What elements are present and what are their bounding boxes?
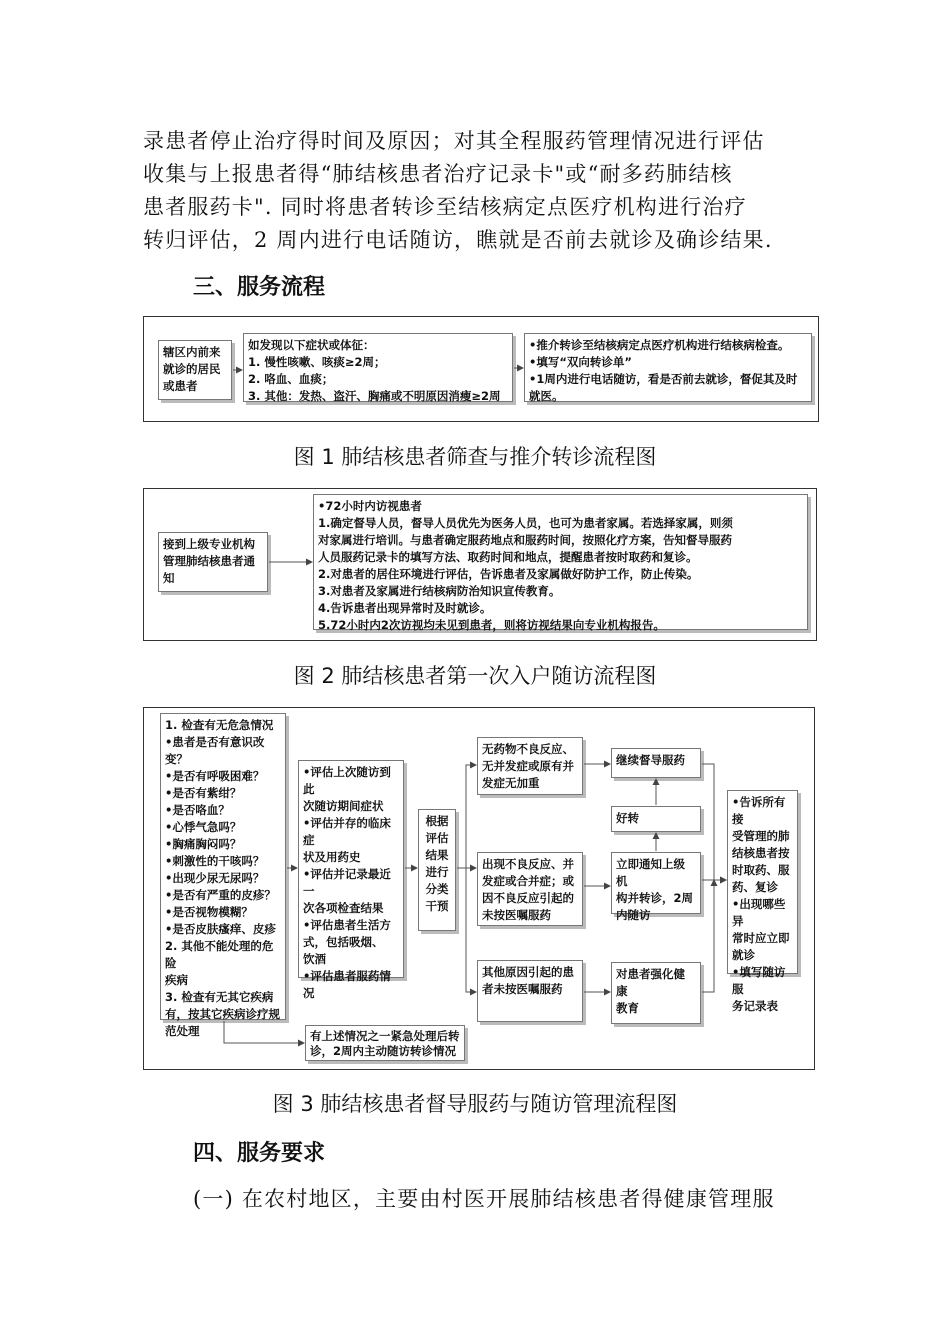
fig3-caption: 图 3 肺结核患者督导服药与随访管理流程图 <box>272 1092 678 1116</box>
text-line: 发症无加重 <box>482 776 540 790</box>
text-line: •评估并记录最近一 <box>303 867 391 898</box>
text-line: 无并发症或原有并 <box>482 759 574 773</box>
fig1-caption: 图 1 肺结核患者筛查与推介转诊流程图 <box>293 445 657 469</box>
text-line: 就医。 <box>529 389 564 403</box>
text-line: 药、复诊 <box>732 880 778 894</box>
arrow <box>457 765 476 868</box>
text-line: •评估患者服药情 <box>303 969 391 983</box>
text-line: •推介转诊至结核病定点医疗机构进行结核病检查。 <box>529 338 790 352</box>
text-line: 1. 检查有无危急情况 <box>165 718 274 732</box>
text-line: •评估患者生活方 <box>303 918 391 932</box>
text-line: 因不良反应引起的 <box>482 891 574 905</box>
text-line: •出现哪些异 <box>732 897 786 928</box>
text-line: 况 <box>303 986 315 1000</box>
text-line: 管理肺结核患者通 <box>163 554 255 568</box>
text-line: 分类 <box>425 882 449 896</box>
text-line: 如发现以下症状或体征： <box>248 338 375 352</box>
text-line: •胸痛胸闷吗？ <box>165 837 242 851</box>
text-line: 务记录表 <box>732 999 778 1013</box>
text-line: •是否有严重的皮疹？ <box>165 888 276 902</box>
text-line: 5.72小时内2次访视均未见到患者，则将访视结果向专业机构报告。 <box>318 618 665 632</box>
text-line: 4.告诉患者出现异常时及时就诊。 <box>318 601 492 615</box>
text-line: 其他原因引起的患 <box>482 965 574 979</box>
text-line: •患者是否有意识改 <box>165 735 265 749</box>
text-line: 干预 <box>425 899 449 913</box>
text-line: 或患者 <box>163 379 198 393</box>
text-line: •刺激性的干咳吗？ <box>165 854 265 868</box>
text-line: 受管理的肺 <box>732 829 790 843</box>
text-line: 1. 慢性咳嗽、咳痰≥2周； <box>248 355 386 369</box>
text-line: 出现不良反应、并 <box>482 857 574 871</box>
text-line: 3. 其他：发热、盗汗、胸痛或不明原因消瘦≥2周 <box>248 389 501 403</box>
text-line: 接到上级专业机构 <box>163 537 255 551</box>
text-line: 3.对患者及家属进行结核病防治知识宣传教育。 <box>318 584 561 598</box>
intro-line: 患者服药卡". 同时将患者转诊至结核病定点医疗机构进行治疗 <box>143 195 747 219</box>
text-line: 就诊的居民 <box>163 362 221 376</box>
text-line: •填写“双向转诊单” <box>529 355 632 369</box>
text-line: •是否有紫绀？ <box>165 786 242 800</box>
fig2-caption: 图 2 肺结核患者第一次入户随访流程图 <box>293 664 657 688</box>
text-line: •是否咯血？ <box>165 803 230 817</box>
text-line: 次随访期间症状 <box>303 799 384 813</box>
text-line: •是否视物模糊？ <box>165 905 253 919</box>
text-line: 有上述情况之一紧急处理后转 <box>310 1029 460 1043</box>
intro-line: 录患者停止治疗得时间及原因；对其全程服药管理情况进行评估 <box>143 129 765 153</box>
text-line: 常时应立即 <box>732 931 790 945</box>
text-line: 未按医嘱服药 <box>482 908 551 922</box>
section4-title: 四、服务要求 <box>193 1141 326 1166</box>
text-line: •出现少尿无尿吗？ <box>165 871 265 885</box>
text-line: 式，包括吸烟、 <box>303 935 384 949</box>
text-line: 进行 <box>425 865 449 879</box>
text-line: 继续督导服药 <box>616 753 685 767</box>
text-line: 无药物不良反应、 <box>482 742 574 756</box>
arrow <box>702 880 714 992</box>
text-line: 次各项检查结果 <box>303 901 384 915</box>
text-line: •告诉所有接 <box>732 795 786 826</box>
text-line: •72小时内访视患者 <box>318 499 422 513</box>
text-line: •是否有呼吸困难？ <box>165 769 265 783</box>
arrow <box>702 764 726 880</box>
text-line: 构并转诊，2周 <box>616 891 694 905</box>
text-line: 状及用药史 <box>303 850 361 864</box>
text-line: 诊，2周内主动随访转诊情况 <box>310 1044 457 1058</box>
text-line: 辖区内前来 <box>163 345 221 359</box>
text-line: 发症或合并症；或 <box>482 874 574 888</box>
text-line: 1.确定督导人员，督导人员优先为医务人员，也可为患者家属。若选择家属，则须 <box>318 516 733 530</box>
text-line: 疾病 <box>165 973 188 987</box>
text-line: 好转 <box>616 811 639 825</box>
intro-line: 收集与上报患者得“肺结核患者治疗记录卡"或“耐多药肺结核 <box>143 162 733 186</box>
text-line: 3. 检查有无其它疾病 <box>165 990 274 1004</box>
section4-paragraph: (一) 在农村地区，主要由村医开展肺结核患者得健康管理服 <box>193 1187 775 1211</box>
arrow <box>224 1021 304 1043</box>
text-line: •心悸气急吗？ <box>165 820 242 834</box>
text-line: 结果 <box>425 848 449 862</box>
text-line: •评估上次随访到此 <box>303 765 391 796</box>
text-line: 结核患者按 <box>732 846 790 860</box>
text-line: 有，按其它疾病诊疗规 <box>165 1007 280 1021</box>
text-line: 人员服药记录卡的填写方法、取药时间和地点，提醒患者按时取药和复诊。 <box>318 550 698 564</box>
text-line: 饮酒 <box>303 952 326 966</box>
text-line: 评估 <box>425 831 449 845</box>
text-line: •1周内进行电话随访，看是否前去就诊，督促其及时 <box>529 372 798 386</box>
text-line: 者未按医嘱服药 <box>482 982 563 996</box>
text-line: •是否皮肤瘙痒、皮疹 <box>165 922 276 936</box>
text-line: 知 <box>163 571 175 585</box>
text-line: 2.对患者的居住环境进行评估，告诉患者及家属做好防护工作，防止传染。 <box>318 567 699 581</box>
text-line: 就诊 <box>732 948 755 962</box>
text-line: 2. 咯血、血痰； <box>248 372 334 386</box>
text-line: 2. 其他不能处理的危险 <box>165 939 274 970</box>
text-line: 变？ <box>165 752 188 766</box>
text-line: •评估并存的临床症 <box>303 816 391 847</box>
section3-title: 三、服务流程 <box>193 275 326 300</box>
text-line: 对家属进行培训。与患者确定服药地点和服药时间，按照化疗方案，告知督导服药 <box>318 533 732 547</box>
text-line: 时取药、服 <box>732 863 790 877</box>
text-line: 范处理 <box>165 1024 200 1038</box>
intro-line: 转归评估，2 周内进行电话随访，瞧就是否前去就诊及确诊结果. <box>143 228 773 252</box>
text-line: 对患者强化健康 <box>616 967 685 998</box>
text-line: 立即通知上级机 <box>616 857 685 888</box>
text-line: 内随访 <box>616 908 651 922</box>
arrow <box>466 868 476 992</box>
text-line: •填写随访服 <box>732 965 786 996</box>
text-line: 根据 <box>425 814 449 828</box>
text-line: 教育 <box>616 1001 639 1015</box>
